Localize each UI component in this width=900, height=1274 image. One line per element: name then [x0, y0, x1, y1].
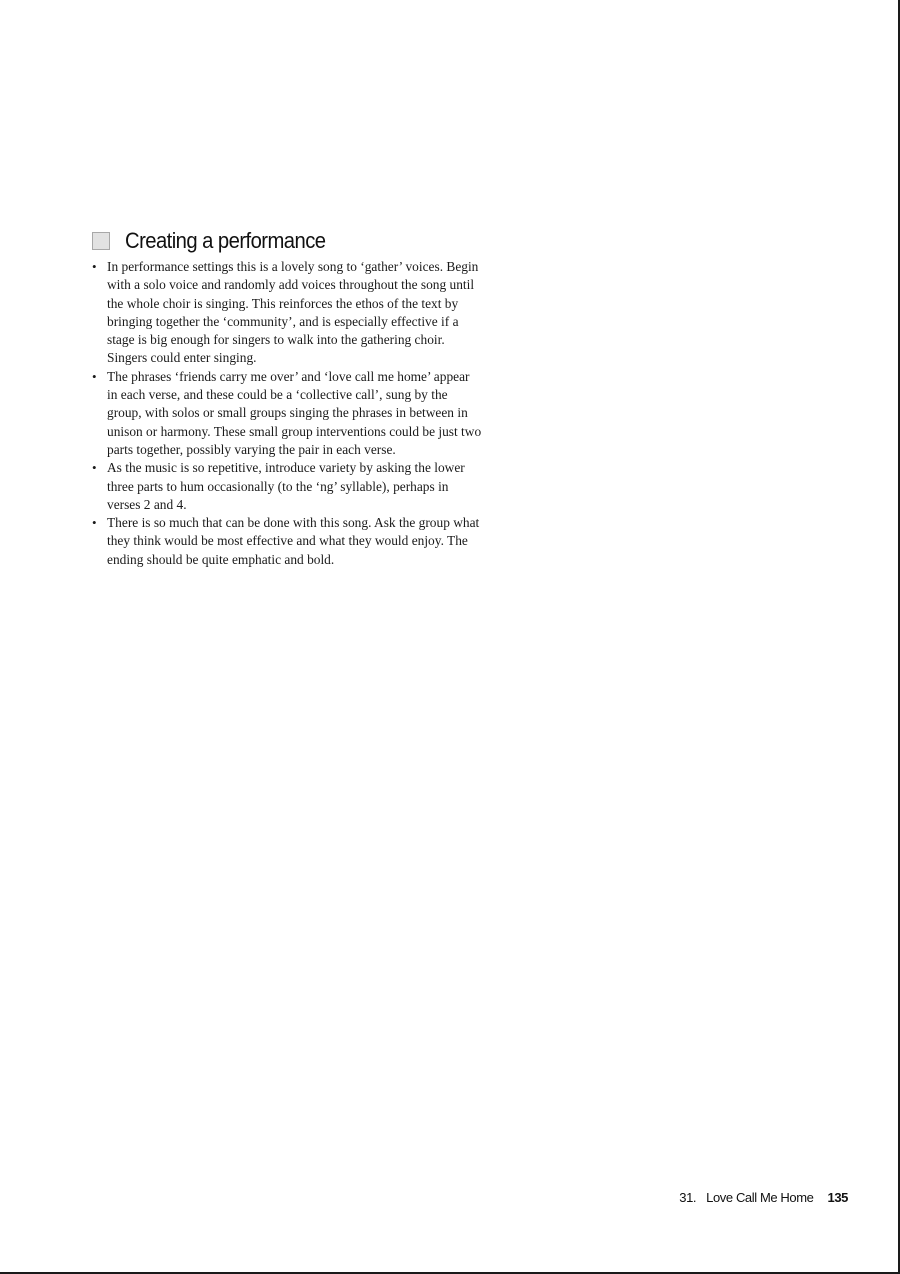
bullet-item: • As the music is so repetitive, introduce variety by asking the lower three parts to hum occasionally (to the ‘ng’ syllable), perhaps in verses 2 and 4. — [92, 459, 482, 514]
bullet-item: • In performance settings this is a lovely song to ‘gather’ voices. Begin with a solo voice and randomly add voices throughout the song until the whole choir is singing. This reinforces the ethos of the text by bringing together the ‘community’, and is especially effective if a stage is big enough for singers to walk into the gathering choir. Singers could enter singing. — [92, 258, 482, 368]
footer-chapter-title: Love Call Me Home — [706, 1190, 814, 1205]
footer-page-number: 135 — [827, 1190, 848, 1205]
page-footer — [679, 1190, 848, 1205]
creating-a-performance-section — [92, 228, 482, 569]
bullet-item: • The phrases ‘friends carry me over’ and ‘love call me home’ appear in each verse, and these could be a ‘collective call’, sung by the group, with solos or small groups singing the phrases in between in unison or harmony. These small group interventions could be just two parts together, possibly varying the pair in each verse. — [92, 368, 482, 459]
footer-chapter-number: 31. — [679, 1190, 697, 1205]
section-heading — [92, 228, 482, 254]
section-title: Creating a performance — [125, 228, 326, 253]
bullet-item: • There is so much that can be done with this song. Ask the group what they think would be most effective and what they would enjoy. The ending should be quite emphatic and bold. — [92, 514, 482, 569]
bullet-list — [92, 258, 482, 569]
checkbox-square-icon — [92, 232, 110, 250]
